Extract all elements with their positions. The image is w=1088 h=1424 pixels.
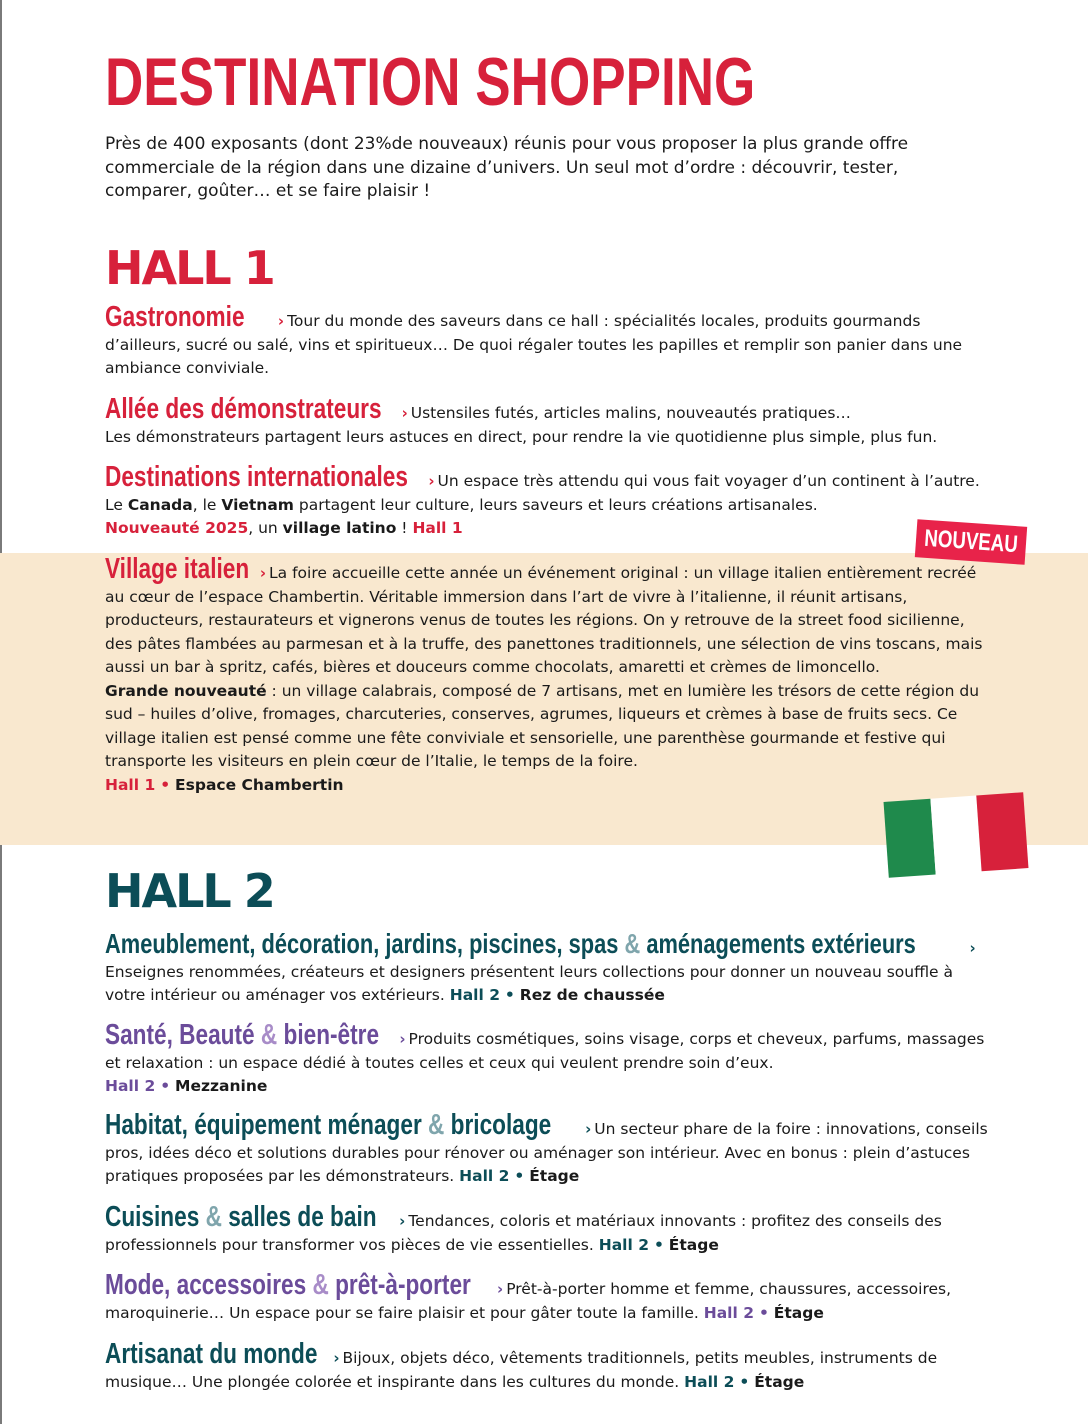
chevron-right-icon: › — [401, 404, 408, 422]
intro-paragraph: Près de 400 exposants (dont 23%de nouveaux) réunis pour vous proposer la plus grande offre commerciale de la région dans une dizaine d’univers. Un seul mot d’ordre : découvrir, tester, comparer, goûter… et se faire plaisir ! — [105, 134, 909, 201]
hall-location: Hall 2 — [598, 1235, 649, 1254]
chevron-right-icon: › — [259, 564, 267, 582]
chevron-right-icon: › — [277, 312, 285, 330]
hall-location: Hall 2 — [105, 1077, 156, 1095]
cuisines-heading-part1: Cuisines — [105, 1201, 200, 1233]
section-demonstrateurs — [105, 393, 995, 449]
ampersand: & — [428, 1109, 445, 1141]
chevron-right-icon: › — [497, 1280, 504, 1298]
bullet-separator: • — [739, 1372, 750, 1391]
section-village-italien — [105, 553, 995, 797]
ameublement-heading-part2: aménagements extérieurs — [646, 928, 916, 959]
mode-heading — [105, 1269, 471, 1301]
ampersand: & — [260, 1019, 278, 1051]
place-location: Étage — [754, 1372, 805, 1391]
section-artisanat — [105, 1338, 995, 1394]
place-location: Étage — [529, 1167, 580, 1185]
demonstrateurs-text-1: Ustensiles futés, articles malins, nouveautés pratiques… — [410, 404, 851, 422]
gastronomie-heading: Gastronomie — [105, 301, 245, 333]
place-location: Mezzanine — [175, 1077, 268, 1095]
section-cuisines — [105, 1201, 995, 1257]
hall-location: Hall 2 — [684, 1372, 735, 1391]
habitat-heading-part1: Habitat, équipement ménager — [105, 1109, 422, 1141]
hall-location: Hall 1 — [412, 519, 463, 537]
flag-red-stripe — [977, 792, 1029, 871]
vietnam-label: Vietnam — [221, 495, 294, 514]
demonstrateurs-text-2: Les démonstrateurs partagent leurs astuces en direct, pour rendre la vie quotidienne plus simple, plus fun. — [105, 427, 938, 446]
bullet-separator: • — [653, 1235, 664, 1254]
ameublement-heading — [105, 928, 916, 959]
hall-location: Hall 2 — [703, 1303, 754, 1322]
habitat-heading — [105, 1109, 552, 1141]
cuisines-text: Tendances, coloris et matériaux innovants : profitez des conseils des professionnels pour transformer vos pièces de vie essentielles. — [105, 1212, 942, 1254]
section-gastronomie — [105, 301, 995, 381]
italian-flag — [884, 792, 1029, 878]
section-ameublement — [105, 928, 995, 1008]
bullet-separator: • — [758, 1303, 769, 1322]
section-mode — [105, 1269, 995, 1325]
chevron-right-icon: › — [585, 1120, 592, 1138]
village-italien-text: La foire accueille cette année un événement original : un village italien entièrement recréé au cœur de l’espace Chambertin. Véritable immersion dans l’art de vivre à l’italienne, il réunit artisans, producteurs, restaurateurs et vignerons venus de toutes les régions. On y retrouve de la street food sicilienne, des pâtes flambées au parmesan et à la truffe, des panettones traditionnels, une sélection de vins toscans, mais aussi un bar à spritz, cafés, bières et douceurs comme chocolats, amaretti et crèmes de limoncello. — [105, 564, 983, 676]
destinations-text-1: Un espace très attendu qui vous fait voyager d’un continent à l’autre. Le — [105, 472, 980, 514]
place-location: Étage — [773, 1303, 824, 1322]
mode-heading-part2: prêt-à-porter — [335, 1269, 471, 1301]
hall-location: Hall 2 — [449, 986, 500, 1004]
flag-green-stripe — [884, 799, 936, 878]
hall2-title: HALL 2 — [105, 864, 274, 918]
chevron-right-icon: › — [969, 939, 976, 957]
destinations-text-5: ! — [396, 519, 413, 537]
section-destinations-internationales — [105, 461, 995, 541]
cuisines-heading-part2: salles de bain — [228, 1201, 377, 1233]
bullet-separator: • — [160, 1077, 171, 1095]
flag-white-stripe — [930, 795, 982, 874]
sante-text: Produits cosmétiques, soins visage, corps et cheveux, parfums, massages et relaxation : un espace dédié à toutes celles et ceux qui veulent prendre soin d’eux. — [105, 1030, 985, 1072]
destinations-text-4: , un — [248, 519, 283, 537]
bullet-separator: • — [514, 1167, 525, 1185]
section-habitat — [105, 1109, 995, 1189]
destinations-heading: Destinations internationales — [105, 461, 408, 493]
grande-nouveaute-label: Grande nouveauté — [105, 681, 267, 700]
hall-location: Hall 1 — [105, 775, 156, 794]
destinations-text-3: partagent leur culture, leurs saveurs et leurs créations artisanales. — [293, 495, 818, 514]
place-location: Rez de chaussée — [519, 986, 665, 1004]
demonstrateurs-heading: Allée des démonstrateurs — [105, 393, 382, 425]
chevron-right-icon: › — [399, 1030, 406, 1048]
village-italien-heading: Village italien — [105, 553, 250, 585]
mode-heading-part1: Mode, accessoires — [105, 1269, 307, 1301]
bullet-separator: • — [504, 986, 515, 1004]
sante-heading — [105, 1019, 380, 1051]
ameublement-text: Enseignes renommées, créateurs et designers présentent leurs collections pour donner un nouveau souffle à votre intérieur ou aménager vos extérieurs. — [105, 962, 954, 1004]
gastronomie-text: Tour du monde des saveurs dans ce hall : spécialités locales, produits gourmands d’ailleurs, sucré ou salé, vins et spiritueux… De quoi régaler toutes les papilles et remplir son panier dans une ambiance conviviale. — [105, 312, 963, 377]
ampersand: & — [205, 1201, 222, 1233]
sante-heading-part1: Santé, Beauté — [105, 1019, 255, 1051]
village-latino-label: village latino — [282, 519, 397, 537]
chevron-right-icon: › — [333, 1349, 340, 1367]
nouveaute-2025-label: Nouveauté 2025 — [105, 519, 249, 537]
nouveau-badge-label: NOUVEAU — [923, 524, 1019, 559]
ameublement-heading-part1: Ameublement, décoration, jardins, piscines, spas — [105, 928, 619, 959]
village-italien-text-2: : un village calabrais, composé de 7 artisans, met en lumière les trésors de cette région du sud – huiles d’olive, fromages, charcuteries, conserves, agrumes, liqueurs et crèmes à base de fruits secs. Ce village italien est pensé comme une fête conviviale et sensorielle, une parenthèse gourmande et festive qui transporte les visiteurs en plein cœur de l’Italie, le temps de la foire. — [105, 681, 980, 770]
chevron-right-icon: › — [428, 472, 435, 490]
bullet-separator: • — [160, 775, 171, 794]
section-sante-beaute — [105, 1019, 995, 1099]
page-title: DESTINATION SHOPPING — [105, 44, 756, 120]
ampersand: & — [312, 1269, 329, 1301]
mode-text: Prêt-à-porter homme et femme, chaussures, accessoires, maroquinerie… Un espace pour se faire plaisir et pour gâter toute la famille. — [105, 1280, 952, 1322]
hall1-title: HALL 1 — [105, 241, 274, 295]
place-location: Étage — [668, 1235, 719, 1254]
sante-heading-part2: bien-être — [283, 1019, 380, 1051]
hall-location: Hall 2 — [459, 1167, 510, 1185]
destinations-text-2: , le — [192, 495, 222, 514]
artisanat-heading: Artisanat du monde — [105, 1338, 318, 1370]
place-location: Espace Chambertin — [175, 775, 344, 794]
habitat-text: Un secteur phare de la foire : innovations, conseils pros, idées déco et solutions durables pour rénover ou aménager son intérieur. Avec en bonus : plein d’astuces pratiques proposées par les démonstrateurs. — [105, 1120, 988, 1185]
chevron-right-icon: › — [399, 1212, 406, 1230]
artisanat-text: Bijoux, objets déco, vêtements traditionnels, petits meubles, instruments de musique… Une plongée colorée et inspirante dans les cultures du monde. — [105, 1349, 938, 1391]
cuisines-heading — [105, 1201, 377, 1233]
ampersand: & — [624, 928, 641, 959]
canada-label: Canada — [127, 495, 193, 514]
habitat-heading-part2: bricolage — [450, 1109, 552, 1141]
